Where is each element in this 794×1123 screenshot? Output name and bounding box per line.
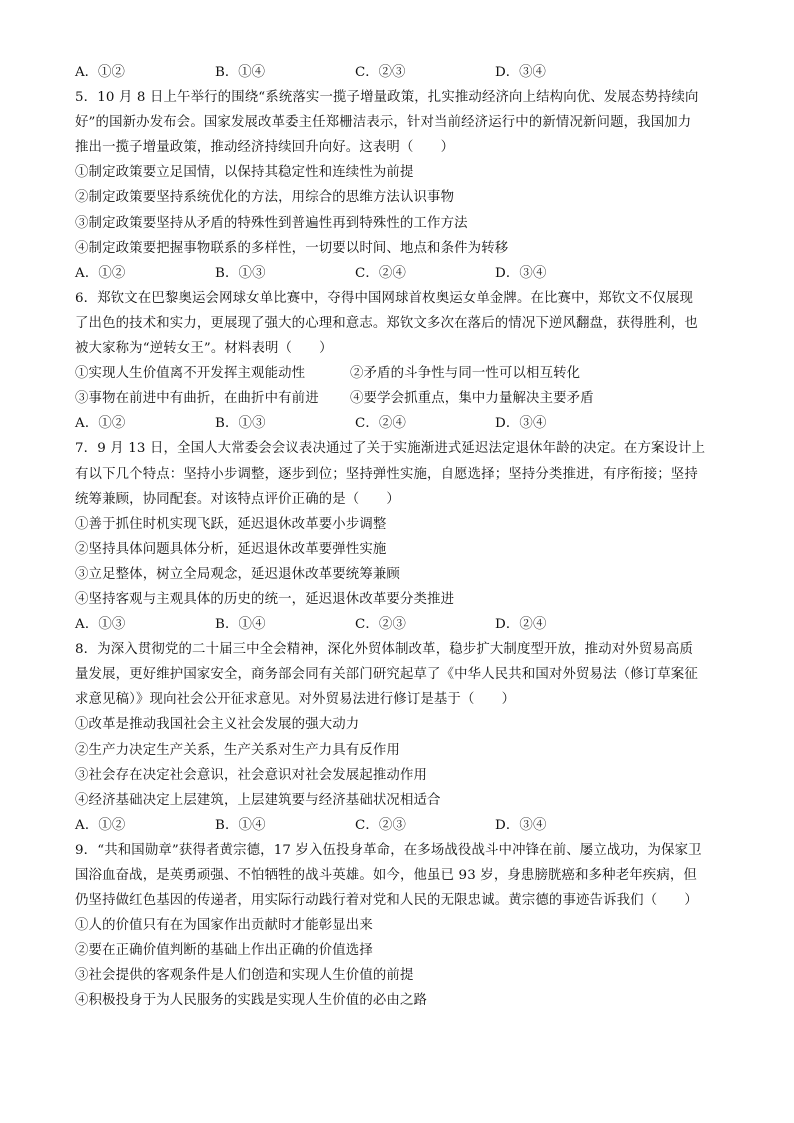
q8-statement-4: ④经济基础决定上层建筑，上层建筑要与经济基础状况相适合 [75, 792, 441, 808]
q8-stem-line: 量发展，更好维护国家安全，商务部会同有关部门研究起草了《中华人民共和国对外贸易法（修订草案征 [75, 667, 698, 683]
q8-statement-3: ③社会存在决定社会意识，社会意识对社会发展起推动作用 [75, 767, 428, 783]
q7-options [75, 612, 725, 637]
q6-options [75, 411, 725, 436]
q5-stem-line: 好”的国新办发布会。国家发展改革委主任郑栅洁表示，针对当前经济运行中的新情况新问题，我国加力 [75, 115, 692, 131]
q4-option-d: D．③④ [495, 65, 546, 80]
q9-statement-1: ①人的价值只有在为国家作出贡献时才能彰显出来 [75, 918, 373, 934]
q6-statement-2: ②矛盾的斗争性与同一性可以相互转化 [350, 366, 581, 382]
q7-stem-line: 统筹兼顾，协同配套。对该特点评价正确的是（ ） [75, 491, 400, 507]
q5-stem-line: 5．10 月 8 日上午举行的围绕“系统落实一揽子增量政策，扎实推动经济向上结构向优、发展态势持续向 [75, 90, 699, 106]
q6-stem-line: 被大家称为“逆转女王”。材料表明（ ） [75, 341, 333, 357]
q7-stem-line: 有以下几个特点：坚持小步调整，逐步到位；坚持弹性实施，自愿选择；坚持分类推进，有序衔接；坚持 [75, 466, 698, 482]
q9-stem-line: 仍坚持做红色基因的传递者，用实际行动践行着对党和人民的无限忠诚。黄宗德的事迹告诉我们（ ） [75, 893, 698, 909]
q6-statement-4: ④要学会抓重点，集中力量解决主要矛盾 [350, 391, 594, 407]
q4-options [75, 60, 725, 85]
q7-statement-1: ①善于抓住时机实现飞跃，延迟退休改革要小步调整 [75, 516, 387, 532]
q5-stem-line: 推出一揽子增量政策，推动经济持续回升向好。这表明（ ） [75, 140, 455, 156]
q5-option-d: D．③④ [495, 265, 547, 281]
q6-option-a: A．①② [75, 416, 126, 432]
q5-options [75, 261, 725, 286]
q4-option-a: A．①② [75, 65, 125, 80]
q8-stem-line: 8．为深入贯彻党的二十届三中全会精神，深化外贸体制改革，稳步扩大制度型开放，推动对外贸易高质 [75, 642, 693, 658]
q6-statement-1: ①实现人生价值离不开发挥主观能动性 [75, 366, 306, 382]
q5-statement-1: ①制定政策要立足国情，以保持其稳定性和连续性为前提 [75, 165, 414, 181]
q6-stem-line: 6．郑钦文在巴黎奥运会网球女单比赛中，夺得中国网球首枚奥运女单金牌。在比赛中，郑钦文不仅展现 [75, 290, 693, 306]
q9-stem-line: 9．“共和国勋章”获得者黄宗德，17 岁入伍投身革命，在多场战役战斗中冲锋在前、屡立战功，为保家卫 [75, 842, 702, 858]
q9-statement-3: ③社会提供的客观条件是人们创造和实现人生价值的前提 [75, 968, 414, 984]
question-6 [75, 286, 725, 437]
q8-option-a: A．①② [75, 817, 126, 833]
q7-stem-line: 7．9 月 13 日，全国人大常委会会议表决通过了关于实施渐进式延迟法定退休年龄的决定。在方案设计上 [75, 441, 706, 457]
q6-statement-row [75, 361, 725, 386]
q7-option-a: A．①③ [75, 617, 126, 633]
q8-stem-line: 求意见稿）》现向社会公开征求意见。对外贸易法进行修订是基于（ ） [75, 692, 516, 708]
q8-statement-1: ①改革是推动我国社会主义社会发展的强大动力 [75, 717, 360, 733]
q6-statement-row [75, 386, 725, 411]
q7-option-c: C．②③ [355, 617, 407, 633]
q8-statement-2: ②生产力决定生产关系，生产关系对生产力具有反作用 [75, 742, 400, 758]
question-5 [75, 85, 725, 286]
q4-option-b: B．①④ [215, 65, 266, 80]
q7-option-d: D．②④ [495, 617, 547, 633]
q7-statement-2: ②坚持具体问题具体分析，延迟退休改革要弹性实施 [75, 541, 387, 557]
q5-statement-3: ③制定政策要坚持从矛盾的特殊性到普遍性再到特殊性的工作方法 [75, 215, 468, 231]
q5-option-a: A．①② [75, 265, 126, 281]
q6-stem-line: 了出色的技术和实力，更展现了强大的心理和意志。郑钦文多次在落后的情况下逆风翻盘，获得胜利，也 [75, 315, 698, 331]
q4-option-c: C．②③ [355, 65, 406, 80]
q8-option-b: B．①④ [215, 817, 266, 833]
q8-option-c: C．②③ [355, 817, 407, 833]
q5-statement-4: ④制定政策要把握事物联系的多样性，一切要以时间、地点和条件为转移 [75, 240, 509, 256]
q6-statement-3: ③事物在前进中有曲折，在曲折中有前进 [75, 391, 319, 407]
question-8 [75, 637, 725, 838]
q5-option-c: C．②④ [355, 265, 407, 281]
question-9 [75, 838, 725, 1014]
q7-statement-4: ④坚持客观与主观具体的历史的统一，延迟退休改革要分类推进 [75, 591, 455, 607]
exam-page [75, 60, 725, 1014]
q9-stem-line: 国浴血奋战，是英勇顽强、不怕牺牲的战斗英雄。如今，他虽已 93 岁，身患膀胱癌和多种老年疾病，但 [75, 868, 697, 883]
question-7 [75, 436, 725, 637]
q5-option-b: B．①③ [215, 265, 266, 281]
q6-option-c: C．②④ [355, 416, 407, 432]
q9-statement-2: ②要在正确价值判断的基础上作出正确的价值选择 [75, 943, 373, 959]
q9-statement-4: ④积极投身于为人民服务的实践是实现人生价值的必由之路 [75, 993, 428, 1009]
q8-option-d: D．③④ [495, 817, 547, 833]
q7-option-b: B．①④ [215, 617, 266, 633]
q6-option-b: B．①③ [215, 416, 266, 432]
q7-statement-3: ③立足整体，树立全局观念，延迟退休改革要统筹兼顾 [75, 566, 400, 582]
q8-options [75, 813, 725, 838]
q6-option-d: D．③④ [495, 416, 547, 432]
q5-statement-2: ②制定政策要坚持系统优化的方法，用综合的思维方法认识事物 [75, 190, 455, 206]
